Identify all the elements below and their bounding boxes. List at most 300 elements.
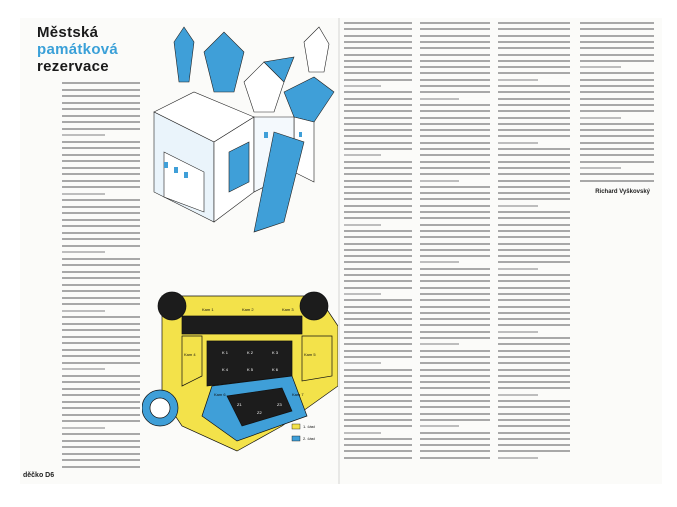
text-line <box>498 312 570 314</box>
text-line <box>498 41 570 43</box>
text-line <box>580 148 654 150</box>
text-line <box>62 349 140 351</box>
title-line-2: památková <box>37 41 119 58</box>
text-line <box>62 368 105 370</box>
text-line <box>62 310 105 312</box>
text-line <box>344 224 381 226</box>
plan-label: Kam 7 <box>292 392 304 397</box>
plan-label: Z2 <box>257 410 262 415</box>
text-line <box>498 47 570 49</box>
text-line <box>344 356 412 358</box>
text-line <box>580 110 654 112</box>
text-line <box>62 89 140 91</box>
text-line <box>498 85 570 87</box>
text-line <box>498 205 538 207</box>
text-line <box>62 147 140 149</box>
text-line <box>420 35 490 37</box>
text-line <box>498 236 570 238</box>
text-line <box>498 192 570 194</box>
text-line <box>62 362 140 364</box>
text-line <box>420 350 490 352</box>
text-line <box>344 369 412 371</box>
text-line <box>580 66 621 68</box>
text-line <box>580 117 621 119</box>
text-line <box>62 167 140 169</box>
text-line <box>580 180 654 182</box>
text-line <box>344 331 412 333</box>
text-line <box>344 394 412 396</box>
text-line <box>420 331 490 333</box>
text-line <box>420 369 490 371</box>
text-line <box>344 381 412 383</box>
text-line <box>498 356 570 358</box>
text-line <box>420 425 459 427</box>
text-line <box>62 108 140 110</box>
text-line <box>344 255 412 257</box>
text-line <box>62 388 140 390</box>
text-line <box>344 362 381 364</box>
text-line <box>420 148 490 150</box>
plan-label: Kam 2 <box>242 307 254 312</box>
text-line <box>498 387 570 389</box>
text-line <box>420 98 459 100</box>
text-line <box>420 293 490 295</box>
text-line <box>580 129 654 131</box>
text-line <box>62 453 140 455</box>
text-line <box>420 381 490 383</box>
text-line <box>498 186 570 188</box>
text-line <box>62 355 140 357</box>
text-line <box>62 466 140 468</box>
text-line <box>498 293 570 295</box>
text-line <box>498 211 570 213</box>
text-line <box>62 154 140 156</box>
left-page <box>20 18 338 484</box>
text-line <box>344 230 412 232</box>
text-line <box>344 318 412 320</box>
text-line <box>420 444 490 446</box>
text-line <box>498 381 570 383</box>
legend-label: 1. část <box>303 424 315 429</box>
text-line <box>498 224 570 226</box>
text-line <box>420 413 490 415</box>
text-line <box>344 249 412 251</box>
text-line <box>344 186 412 188</box>
text-line <box>498 324 570 326</box>
text-line <box>62 95 140 97</box>
text-line <box>420 406 490 408</box>
text-line <box>420 66 490 68</box>
text-line <box>344 72 412 74</box>
legend-swatch-yellow <box>292 424 300 429</box>
text-line <box>580 85 654 87</box>
text-line <box>420 243 490 245</box>
text-line <box>420 249 490 251</box>
plan-label: Kam 6 <box>214 392 226 397</box>
plan-label: K 3 <box>272 350 279 355</box>
text-line <box>498 135 570 137</box>
text-line <box>62 316 140 318</box>
text-line <box>420 129 490 131</box>
text-line <box>62 394 140 396</box>
text-line <box>498 299 570 301</box>
text-line <box>344 167 412 169</box>
text-line <box>420 117 490 119</box>
text-line <box>344 28 412 30</box>
plan-label: K 2 <box>247 350 254 355</box>
text-line <box>498 419 570 421</box>
text-line <box>344 280 412 282</box>
text-line <box>344 54 412 56</box>
text-line <box>344 217 412 219</box>
text-line <box>498 123 570 125</box>
text-line <box>580 167 621 169</box>
text-line <box>498 400 570 402</box>
text-line <box>344 148 412 150</box>
text-line <box>344 324 412 326</box>
text-line <box>62 297 140 299</box>
text-line <box>62 407 140 409</box>
page-footer: děčko D6 <box>23 472 55 479</box>
text-line <box>498 432 570 434</box>
text-line <box>420 337 490 339</box>
text-line <box>62 219 140 221</box>
text-line <box>344 211 412 213</box>
text-line <box>62 225 140 227</box>
text-line <box>62 206 140 208</box>
text-line <box>344 312 412 314</box>
text-line <box>62 375 140 377</box>
text-line <box>580 72 654 74</box>
text-line <box>62 251 105 253</box>
text-line <box>62 238 140 240</box>
text-line <box>344 85 381 87</box>
text-line <box>498 249 570 251</box>
text-line <box>420 217 490 219</box>
text-line <box>344 98 412 100</box>
text-line <box>580 60 654 62</box>
text-line <box>420 394 490 396</box>
text-line <box>344 375 412 377</box>
text-line <box>62 128 140 130</box>
text-line <box>62 115 140 117</box>
text-line <box>420 457 490 459</box>
text-line <box>498 450 570 452</box>
text-line <box>344 161 412 163</box>
text-line <box>420 142 490 144</box>
text-line <box>420 28 490 30</box>
text-line <box>420 438 490 440</box>
text-line <box>344 142 412 144</box>
text-line <box>420 375 490 377</box>
text-line <box>420 400 490 402</box>
text-line <box>420 91 490 93</box>
text-line <box>344 129 412 131</box>
text-line <box>344 117 412 119</box>
text-line <box>344 287 412 289</box>
floor-plan-diagram <box>142 276 338 466</box>
plan-label: Kam 3 <box>282 307 294 312</box>
text-line <box>580 91 654 93</box>
text-line <box>344 413 412 415</box>
plan-label: K 1 <box>222 350 229 355</box>
text-line <box>344 79 412 81</box>
title-line-3: rezervace <box>37 58 109 75</box>
text-line <box>420 268 490 270</box>
text-line <box>420 186 490 188</box>
text-line <box>420 135 490 137</box>
text-line <box>498 343 570 345</box>
text-line <box>580 54 654 56</box>
text-line <box>62 245 140 247</box>
text-line <box>344 268 412 270</box>
text-line <box>62 82 140 84</box>
text-line <box>420 167 490 169</box>
text-line <box>344 406 412 408</box>
text-line <box>420 343 459 345</box>
text-line <box>498 268 538 270</box>
text-line <box>498 413 570 415</box>
text-line <box>62 440 140 442</box>
text-line <box>580 22 654 24</box>
plan-label: Kam 1 <box>202 307 214 312</box>
plan-label: K 5 <box>247 367 254 372</box>
text-line <box>344 274 412 276</box>
text-line <box>420 255 490 257</box>
text-line <box>420 432 490 434</box>
text-line <box>580 154 654 156</box>
text-line <box>344 350 412 352</box>
text-line <box>420 261 459 263</box>
text-line <box>62 401 140 403</box>
text-line <box>498 243 570 245</box>
text-line <box>420 274 490 276</box>
text-line <box>498 406 570 408</box>
text-line <box>62 323 140 325</box>
text-line <box>344 343 412 345</box>
text-line <box>344 66 412 68</box>
text-line <box>62 284 140 286</box>
castle-cutout-illustration <box>144 22 338 244</box>
text-line <box>62 336 140 338</box>
text-line <box>62 199 140 201</box>
text-line <box>498 217 570 219</box>
text-line <box>420 450 490 452</box>
text-line <box>344 135 412 137</box>
text-line <box>498 104 570 106</box>
text-line <box>420 318 490 320</box>
text-line <box>498 167 570 169</box>
text-line <box>498 457 538 459</box>
text-line <box>344 425 412 427</box>
text-line <box>344 91 412 93</box>
text-line <box>580 173 654 175</box>
plan-label: Kam 4 <box>184 352 196 357</box>
text-line <box>420 85 490 87</box>
text-line <box>420 180 459 182</box>
text-line <box>420 192 490 194</box>
text-line <box>344 192 412 194</box>
text-line <box>420 299 490 301</box>
text-line <box>498 198 570 200</box>
text-line <box>344 198 412 200</box>
text-line <box>498 110 570 112</box>
text-line <box>62 329 140 331</box>
text-line <box>498 331 538 333</box>
text-line <box>62 160 140 162</box>
text-line <box>344 47 412 49</box>
text-line <box>420 161 490 163</box>
text-line <box>344 236 412 238</box>
text-line <box>498 438 570 440</box>
text-line <box>420 306 490 308</box>
plan-label: Kam 5 <box>304 352 316 357</box>
text-line <box>498 318 570 320</box>
text-line <box>344 299 412 301</box>
text-line <box>344 261 412 263</box>
text-line <box>498 350 570 352</box>
text-line <box>498 91 570 93</box>
text-line <box>420 54 490 56</box>
text-line <box>420 198 490 200</box>
text-line <box>344 432 381 434</box>
text-line <box>344 22 412 24</box>
text-line <box>498 161 570 163</box>
text-line <box>420 287 490 289</box>
text-line <box>344 205 412 207</box>
text-line <box>498 129 570 131</box>
text-line <box>580 98 654 100</box>
text-line <box>62 141 140 143</box>
text-line <box>62 193 105 195</box>
text-line <box>420 419 490 421</box>
text-line <box>498 98 570 100</box>
text-line <box>344 154 381 156</box>
text-line <box>344 104 412 106</box>
text-line <box>580 47 654 49</box>
text-line <box>420 72 490 74</box>
text-line <box>62 427 105 429</box>
text-line <box>498 337 570 339</box>
author-signature: Richard Vyškovský <box>595 189 650 195</box>
text-line <box>580 41 654 43</box>
text-line <box>344 450 412 452</box>
text-line <box>498 60 570 62</box>
text-line <box>344 387 412 389</box>
text-line <box>420 362 490 364</box>
text-line <box>580 142 654 144</box>
text-line <box>344 438 412 440</box>
text-line <box>580 104 654 106</box>
text-line <box>420 224 490 226</box>
text-line <box>420 104 490 106</box>
text-line <box>420 154 490 156</box>
text-line <box>420 60 490 62</box>
text-line <box>498 154 570 156</box>
text-line <box>344 35 412 37</box>
text-line <box>62 173 140 175</box>
text-line <box>498 35 570 37</box>
text-line <box>62 433 140 435</box>
text-line <box>420 236 490 238</box>
text-line <box>498 362 570 364</box>
text-line <box>420 110 490 112</box>
text-line <box>62 180 140 182</box>
text-line <box>420 22 490 24</box>
text-line <box>580 35 654 37</box>
text-line <box>580 79 654 81</box>
text-line <box>420 41 490 43</box>
text-line <box>344 173 412 175</box>
text-line <box>344 306 412 308</box>
text-line <box>420 123 490 125</box>
title-line-1: Městská <box>37 24 99 41</box>
text-line <box>498 274 570 276</box>
text-line <box>344 243 412 245</box>
article-title <box>37 24 118 75</box>
text-line <box>62 258 140 260</box>
text-line <box>62 271 140 273</box>
text-line <box>62 121 140 123</box>
text-line <box>344 337 412 339</box>
text-line <box>498 72 570 74</box>
text-line <box>498 425 570 427</box>
text-line <box>498 117 570 119</box>
text-line <box>62 134 105 136</box>
text-line <box>420 205 490 207</box>
text-line <box>498 148 570 150</box>
text-line <box>344 110 412 112</box>
text-line <box>498 142 538 144</box>
text-line <box>580 161 654 163</box>
text-line <box>420 211 490 213</box>
text-line <box>580 123 654 125</box>
text-line <box>62 212 140 214</box>
text-line <box>62 264 140 266</box>
text-line <box>344 60 412 62</box>
text-line <box>62 342 140 344</box>
plan-label: K 4 <box>222 367 229 372</box>
text-line <box>498 28 570 30</box>
text-line <box>62 186 140 188</box>
text-line <box>62 414 140 416</box>
text-line <box>344 41 412 43</box>
text-line <box>498 54 570 56</box>
text-line <box>344 180 412 182</box>
text-line <box>498 180 570 182</box>
text-line <box>498 79 538 81</box>
text-line <box>420 387 490 389</box>
text-line <box>498 394 538 396</box>
text-line <box>580 135 654 137</box>
text-line <box>420 356 490 358</box>
text-line <box>580 28 654 30</box>
text-line <box>62 290 140 292</box>
text-line <box>344 457 412 459</box>
text-line <box>62 446 140 448</box>
text-line <box>62 277 140 279</box>
text-line <box>420 230 490 232</box>
text-line <box>498 444 570 446</box>
legend-swatch-blue <box>292 436 300 441</box>
text-line <box>498 230 570 232</box>
text-line <box>498 22 570 24</box>
text-line <box>62 381 140 383</box>
text-line <box>344 293 381 295</box>
text-line <box>62 102 140 104</box>
text-line <box>344 444 412 446</box>
text-line <box>62 303 140 305</box>
